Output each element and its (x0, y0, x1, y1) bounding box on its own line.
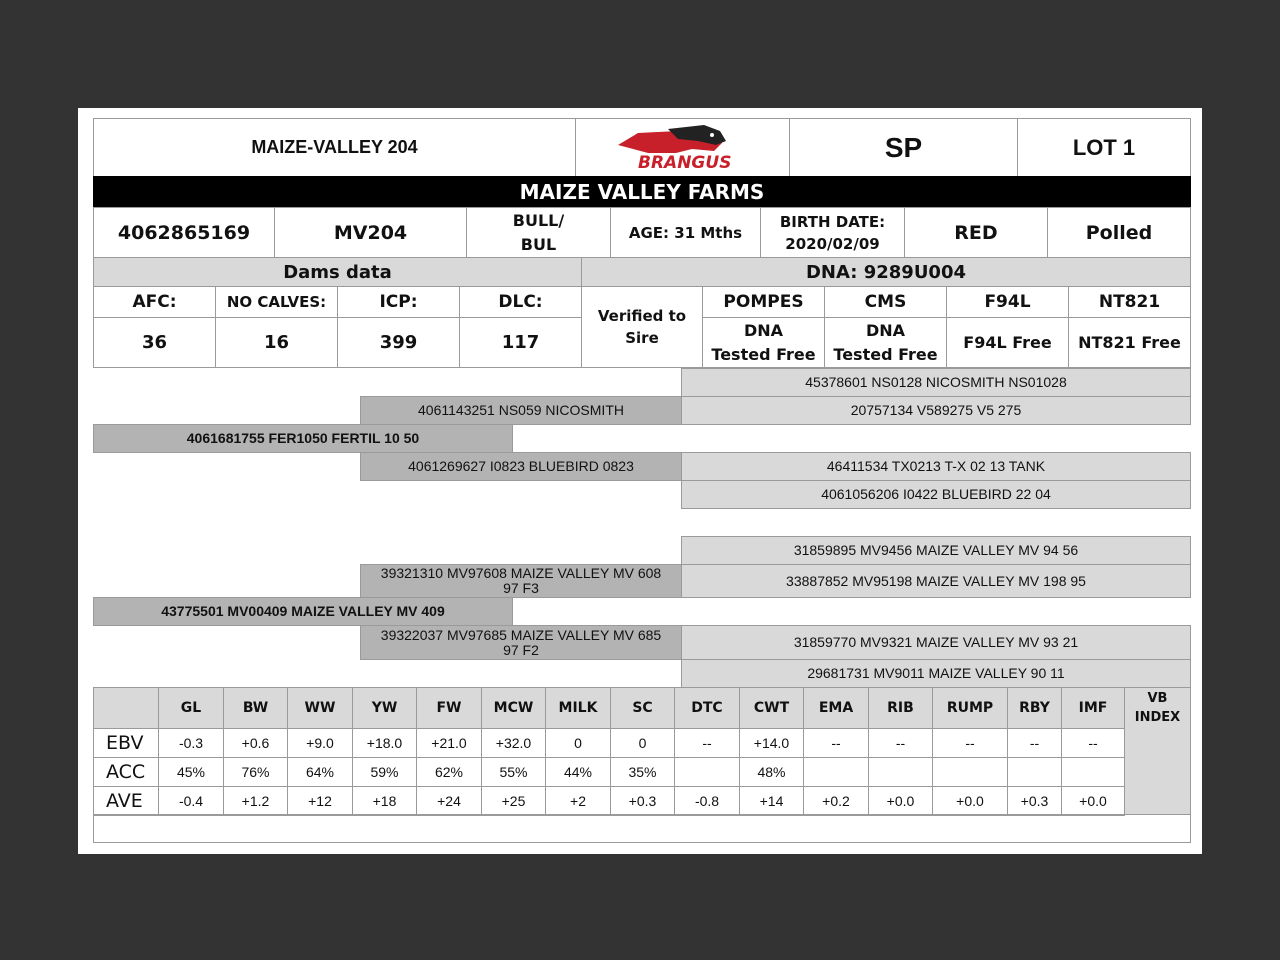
pedigree-dam-sire: 39321310 MV97608 MAIZE VALLEY MV 608 97 F3 (360, 564, 682, 598)
lot-number: LOT 1 (1017, 118, 1191, 177)
ebv-cell-ebv-rby: -- (1007, 728, 1062, 758)
pedigree-dam-dam: 39322037 MV97685 MAIZE VALLEY MV 685 97 F2 (360, 625, 682, 660)
ebv-cell-ave-rib: +0.0 (868, 786, 933, 816)
dams-value-calves: 16 (215, 317, 338, 368)
ebv-cell-acc-bw: 76% (223, 757, 288, 787)
dams-header-afc: AFC: (93, 286, 216, 318)
lot-card (78, 108, 1202, 854)
ebv-cell-ebv-milk: 0 (545, 728, 611, 758)
pedigree-sire-dam-sire: 46411534 TX0213 T-X 02 13 TANK (681, 452, 1191, 481)
pedigree-sire-dam: 4061269627 I0823 BLUEBIRD 0823 (360, 452, 682, 481)
ebv-cell-acc-cwt: 48% (739, 757, 804, 787)
ebv-cell-ave-milk: +2 (545, 786, 611, 816)
dna-result-f94l: F94L Free (946, 317, 1069, 368)
ebv-cell-ebv-sc: 0 (610, 728, 675, 758)
ebv-cell-ave-gl: -0.4 (158, 786, 224, 816)
ebv-cell-ave-ema: +0.2 (803, 786, 869, 816)
ebv-cell-ebv-ema: -- (803, 728, 869, 758)
ebv-cell-acc-gl: 45% (158, 757, 224, 787)
ebv-cell-acc-rump (932, 757, 1008, 787)
dna-result-pompes: DNA Tested Free (702, 317, 825, 368)
ebv-cell-ebv-cwt: +14.0 (739, 728, 804, 758)
dna-test-f94l: F94L (946, 286, 1069, 318)
dna-result-nt821: NT821 Free (1068, 317, 1191, 368)
ebv-cell-ebv-fw: +21.0 (416, 728, 482, 758)
ebv-cell-acc-imf (1061, 757, 1125, 787)
ebv-cell-ebv-dtc: -- (674, 728, 740, 758)
ebv-cell-ave-rby: +0.3 (1007, 786, 1062, 816)
ebv-cell-ebv-gl: -0.3 (158, 728, 224, 758)
dams-value-dlc: 117 (459, 317, 582, 368)
ebv-cell-ave-rump: +0.0 (932, 786, 1008, 816)
dams-value-icp: 399 (337, 317, 460, 368)
dna-test-pompes: POMPES (702, 286, 825, 318)
birth-date: BIRTH DATE: 2020/02/09 (760, 207, 905, 258)
ebv-row-label-ave: AVE (93, 786, 159, 816)
ebv-row-label-ebv: EBV (93, 728, 159, 758)
ebv-cell-acc-yw: 59% (352, 757, 417, 787)
dams-data-title: Dams data (93, 257, 582, 287)
ebv-col-bw: BW (223, 687, 288, 729)
ebv-cell-ave-ww: +12 (287, 786, 353, 816)
dams-header-icp: ICP: (337, 286, 460, 318)
ebv-cell-acc-fw: 62% (416, 757, 482, 787)
ebv-col-dtc: DTC (674, 687, 740, 729)
pedigree-sire-sire-sire: 45378601 NS0128 NICOSMITH NS01028 (681, 368, 1191, 397)
ebv-cell-acc-ema (803, 757, 869, 787)
ebv-cell-ave-yw: +18 (352, 786, 417, 816)
pedigree-sire-dam-dam: 4061056206 I0422 BLUEBIRD 22 04 (681, 480, 1191, 509)
pedigree-dam-dam-sire: 31859770 MV9321 MAIZE VALLEY MV 93 21 (681, 625, 1191, 660)
ebv-cell-acc-milk: 44% (545, 757, 611, 787)
animal-sex: BULL/ BUL (466, 207, 611, 258)
ebv-cell-ebv-mcw: +32.0 (481, 728, 546, 758)
ebv-col-rump: RUMP (932, 687, 1008, 729)
ebv-col-yw: YW (352, 687, 417, 729)
farm-banner: MAIZE VALLEY FARMS (93, 176, 1191, 208)
ebv-col-gl: GL (158, 687, 224, 729)
ebv-col-ema: EMA (803, 687, 869, 729)
pedigree-dam-sire-dam: 33887852 MV95198 MAIZE VALLEY MV 198 95 (681, 564, 1191, 598)
dna-result-cms: DNA Tested Free (824, 317, 947, 368)
pedigree-sire-sire: 4061143251 NS059 NICOSMITH (360, 396, 682, 425)
pedigree-dam-sire-sire: 31859895 MV9456 MAIZE VALLEY MV 94 56 (681, 536, 1191, 565)
ebv-col-rby: RBY (1007, 687, 1062, 729)
dams-header-dlc: DLC: (459, 286, 582, 318)
animal-age: AGE: 31 Mths (610, 207, 761, 258)
dna-title: DNA: 9289U004 (581, 257, 1191, 287)
pedigree-dam: 43775501 MV00409 MAIZE VALLEY MV 409 (93, 597, 513, 626)
dna-test-cms: CMS (824, 286, 947, 318)
ebv-col-fw: FW (416, 687, 482, 729)
ebv-col-ww: WW (287, 687, 353, 729)
dams-value-afc: 36 (93, 317, 216, 368)
ebv-cell-ebv-imf: -- (1061, 728, 1125, 758)
ebv-cell-ebv-ww: +9.0 (287, 728, 353, 758)
brangus-logo (575, 118, 790, 177)
dna-test-nt821: NT821 (1068, 286, 1191, 318)
ebv-cell-acc-rib (868, 757, 933, 787)
ebv-cell-ave-mcw: +25 (481, 786, 546, 816)
ebv-col-sc: SC (610, 687, 675, 729)
animal-name: MAIZE-VALLEY 204 (93, 118, 576, 177)
ebv-cell-acc-sc: 35% (610, 757, 675, 787)
ebv-cell-acc-rby (1007, 757, 1062, 787)
ebv-cell-ave-sc: +0.3 (610, 786, 675, 816)
ebv-cell-ave-fw: +24 (416, 786, 482, 816)
logo-text: BRANGUS (637, 152, 731, 173)
pedigree-dam-dam-dam: 29681731 MV9011 MAIZE VALLEY 90 11 (681, 659, 1191, 688)
ebv-cell-ebv-rump: -- (932, 728, 1008, 758)
ebv-col-rib: RIB (868, 687, 933, 729)
ebv-cell-ave-cwt: +14 (739, 786, 804, 816)
pedigree-sire: 4061681755 FER1050 FERTIL 10 50 (93, 424, 513, 453)
dams-header-calves: NO CALVES: (215, 286, 338, 318)
verified-to-sire: Verified to Sire (581, 286, 703, 368)
ebv-cell-ave-bw: +1.2 (223, 786, 288, 816)
ebv-cell-acc-mcw: 55% (481, 757, 546, 787)
ebv-cell-ave-dtc: -0.8 (674, 786, 740, 816)
vb-index: VB INDEX (1124, 687, 1191, 815)
ebv-cell-ebv-rib: -- (868, 728, 933, 758)
ebv-cell-ebv-yw: +18.0 (352, 728, 417, 758)
pedigree-sire-sire-dam: 20757134 V589275 V5 275 (681, 396, 1191, 425)
animal-id: 4062865169 (93, 207, 275, 258)
bull-logo-icon (608, 123, 758, 173)
ebv-cell-acc-dtc (674, 757, 740, 787)
footer-blank-row (93, 814, 1191, 843)
animal-color: RED (904, 207, 1048, 258)
ebv-cell-ave-imf: +0.0 (1061, 786, 1125, 816)
ebv-cell-acc-ww: 64% (287, 757, 353, 787)
animal-tag: MV204 (274, 207, 467, 258)
ebv-col-mcw: MCW (481, 687, 546, 729)
sp-label: SP (789, 118, 1018, 177)
horn-status: Polled (1047, 207, 1191, 258)
ebv-col-milk: MILK (545, 687, 611, 729)
ebv-corner-cell (93, 687, 159, 729)
ebv-col-cwt: CWT (739, 687, 804, 729)
ebv-row-label-acc: ACC (93, 757, 159, 787)
ebv-cell-ebv-bw: +0.6 (223, 728, 288, 758)
ebv-col-imf: IMF (1061, 687, 1125, 729)
